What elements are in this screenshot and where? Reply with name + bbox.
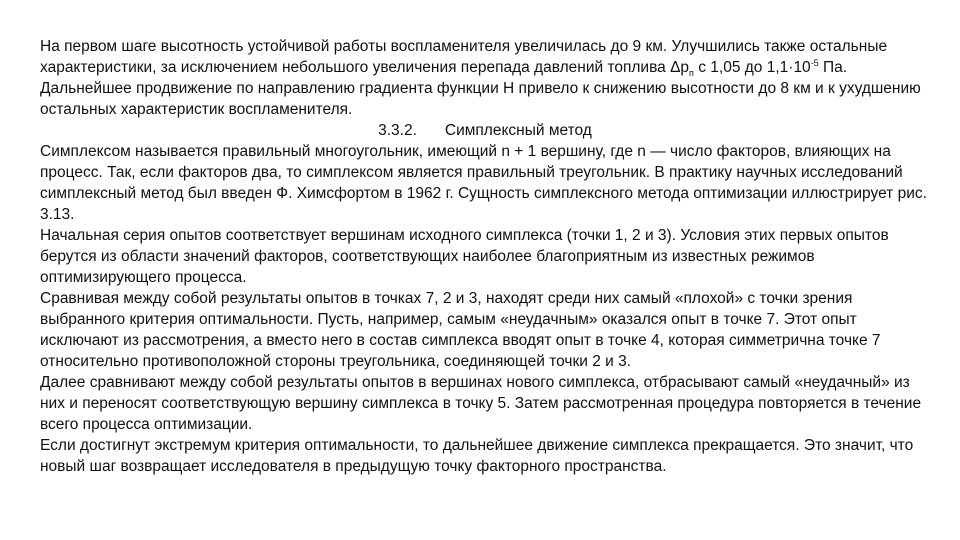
text-run: с 1,05 до 1,1·10 — [693, 59, 811, 76]
subscript: п — [689, 68, 694, 79]
section-heading — [40, 120, 930, 141]
superscript: -5 — [810, 57, 819, 68]
document-body — [40, 36, 930, 477]
paragraph-simplex-definition: Симплексом называется правильный многоугольник, имеющий n + 1 вершину, где n — число факторов, влияющих на процесс. Так, если факторов два, то симплексом является правильный треугольник. В практику научных исследований симплексный метод был введен Ф. Химсфортом в 1962 г. Сущность симплексного метода оптимизации иллюстрирует рис. 3.13. — [40, 143, 927, 223]
paragraph-termination: Если достигнут экстремум критерия оптимальности, то дальнейшее движение симплекса прекращается. Это значит, что новый шаг возвращает исследователя в предыдущую точку факторного пространства. — [40, 437, 914, 475]
text-run: На первом шаге высотность устойчивой работы воспламенителя увеличилась до 9 км. Улучшились также остальные характеристики, за исключением небольшого увеличения перепада давлений топлива Δp — [40, 38, 888, 76]
paragraph-iteration: Далее сравнивают между собой результаты опытов в вершинах нового симплекса, отбрасывают самый «неудачный» из них и переносят соответствующую вершину симплекса в точку 5. Затем рассмотренная процедура повторяется в течение всего процесса оптимизации. — [40, 374, 922, 433]
paragraph-initial-series: Начальная серия опытов соответствует вершинам исходного симплекса (точки 1, 2 и 3). Условия этих первых опытов берутся из области значений факторов, соответствующих наиболее благоприятным из известных режимов оптимизирующего процесса. — [40, 227, 889, 286]
section-title: Симплексный метод — [444, 122, 592, 139]
text-run: Па. Дальнейшее продвижение по направлению градиента функции H привело к снижению высотности до 8 км и к ухудшению остальных характеристик воспламенителя. — [40, 59, 921, 118]
section-number: 3.3.2. — [378, 122, 417, 139]
paragraph-altitude-results — [40, 36, 930, 120]
paragraph-comparison: Сравнивая между собой результаты опытов в точках 7, 2 и 3, находят среди них самый «плохой» с точки зрения выбранного критерия оптимальности. Пусть, например, самым «неудачным» оказался опыт в точке 7. Этот опыт исключают из рассмотрения, а вместо него в состав симплекса вводят опыт в точке 4, которая симметрична точке 7 относительно противоположной стороны треугольника, соединяющей точки 2 и 3. — [40, 290, 881, 370]
